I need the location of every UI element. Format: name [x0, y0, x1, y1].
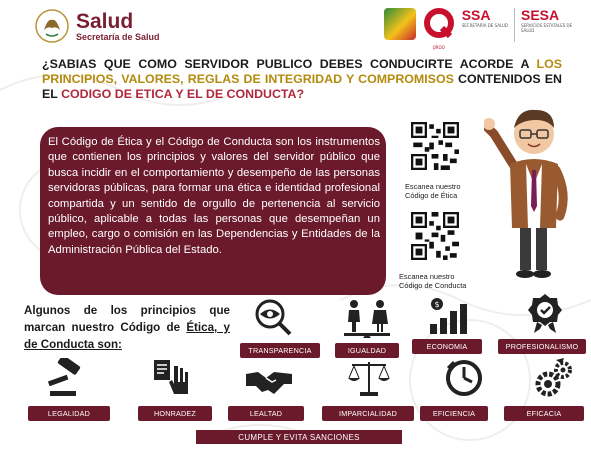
- principles-title-part-2: Ética, y de Conducta son:: [24, 321, 230, 351]
- sesa-logo: [521, 8, 577, 33]
- label-lealtad: LEALTAD: [228, 406, 304, 421]
- sesa-subtitle: SERVICIOS ESTATALES DE SALUD: [521, 23, 573, 33]
- info-text: El Código de Ética y el Código de Conducta son los instrumentos que contienen los principios y valores del servidor público que busca incidir en el comportamiento y desempeño de las personas servidoras públicas, para formar una ética e identidad profesional compartida y un sentido de orgullo de pertenencia al servicio público, aplicable a todas las personas que desempeñan un empleo, cargo o comisión en las Dependencias y Entidades de la Administración Pública del Estado.: [48, 136, 380, 256]
- info-box: [40, 127, 386, 295]
- efficacy-gears-icon: [534, 356, 574, 398]
- brand-subtitle: Secretaría de Salud: [76, 31, 160, 42]
- efficiency-clock-icon: [444, 358, 484, 398]
- label-profesionalismo: PROFESIONALISMO: [498, 339, 586, 354]
- qr-code-etica-icon[interactable]: [411, 122, 459, 170]
- principles-title-part-1: Algunos de los principios que marcan nuestro Código de: [24, 304, 230, 334]
- svg-text:$: $: [434, 300, 440, 309]
- question-part-1: ¿SABIAS QUE COMO SERVIDOR PUBLICO DEBES CONDUCIRTE ACORDE A: [42, 57, 537, 71]
- label-legalidad: LEGALIDAD: [28, 406, 110, 421]
- q-letter-icon: [422, 8, 456, 40]
- label-economia: ECONOMIA: [412, 339, 482, 354]
- honesty-hand-document-icon: [152, 358, 192, 398]
- question-part-3: CONTENIDOS EN EL: [42, 72, 562, 101]
- legality-gavel-icon: [44, 358, 84, 398]
- state-seal-icon: [384, 8, 416, 40]
- sesa-title: SESA: [521, 7, 560, 23]
- qr-conducta-line-2: Código de Conducta: [399, 281, 467, 290]
- question-part-4: CODIGO DE ETICA Y EL DE CONDUCTA?: [61, 87, 305, 101]
- impartiality-scale-icon: [346, 358, 392, 398]
- logo-divider: [514, 8, 515, 42]
- loyalty-handshake-icon: [244, 366, 294, 396]
- label-honradez: HONRADEZ: [138, 406, 212, 421]
- ssa-logo: [462, 8, 508, 28]
- brand-title: Salud: [76, 9, 134, 33]
- eagle-seal-icon: [34, 8, 70, 44]
- economy-bar-chart-icon: [428, 296, 472, 336]
- ssa-subtitle: SECRETARÍA DE SALUD: [461, 23, 508, 28]
- q-logo: [422, 8, 456, 50]
- label-imparcialidad: IMPARCIALIDAD: [322, 406, 414, 421]
- qr-conducta-line-1: Escanea nuestro: [399, 272, 455, 281]
- footer-banner: CUMPLE Y EVITA SANCIONES: [196, 430, 402, 444]
- qr-etica-line-1: Escanea nuestro: [405, 182, 461, 191]
- qr-etica-caption: [405, 182, 460, 200]
- cartoon-character-illustration: [484, 94, 584, 280]
- qr-conducta-caption: [399, 272, 466, 290]
- salud-logo: [34, 8, 160, 44]
- equality-scale-icon: [340, 298, 394, 338]
- professionalism-badge-icon: [526, 292, 564, 334]
- question-part-2: LOS PRINCIPIOS, VALORES, REGLAS DE INTEGRIDAD Y COMPROMISOS: [42, 57, 562, 86]
- qr-etica-line-2: Código de Ética: [405, 191, 458, 200]
- label-eficacia: EFICACIA: [504, 406, 584, 421]
- label-transparencia: TRANSPARENCIA: [240, 343, 320, 358]
- q-caption: QROO: [432, 45, 445, 50]
- transparency-eye-icon: [254, 298, 292, 336]
- qr-code-conducta-icon[interactable]: [411, 212, 459, 260]
- label-igualdad: IGUALDAD: [335, 343, 399, 358]
- label-eficiencia: EFICIENCIA: [420, 406, 488, 421]
- principles-title: [24, 302, 230, 353]
- ssa-title: SSA: [461, 7, 491, 23]
- partner-logos: [384, 7, 577, 50]
